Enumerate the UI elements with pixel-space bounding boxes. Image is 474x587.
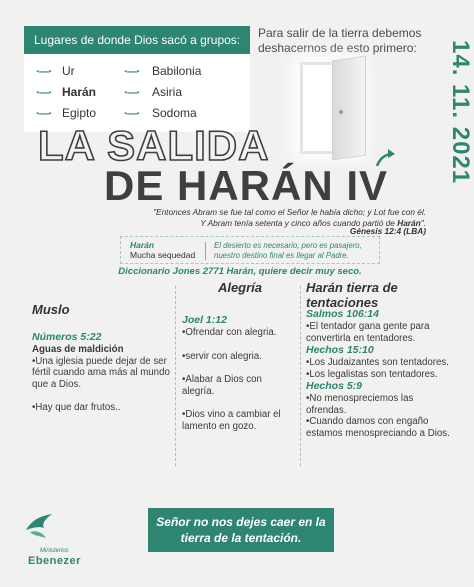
dove-logo-icon [24,512,54,542]
column-header: Alegría [217,280,263,295]
door-caption: Para salir de la tierra debemos deshacernos de esto primero: [258,26,422,55]
bullet-dash: ·—· [36,66,52,78]
list-item: •Los legalistas son tentadores. [306,368,438,380]
prayer-banner: Señor no nos dejes caer en la tierra de la tentación. [148,508,334,552]
column-header: Muslo [32,302,70,317]
list-item: •Los Judaizantes son tentadores. [306,357,449,368]
bullet-dash: ·—· [124,87,140,99]
column-haran [306,280,446,310]
column-muslo-body [32,331,170,414]
quote-reference: Génesis 12:4 (LBA) [349,226,426,236]
curved-arrow-icon [374,146,398,170]
title-line-2: DE HARÁN IV [104,162,389,209]
list-item: •Alabar a Dios con alegría. [182,374,262,397]
definition-text: El desierto es necesario, pero es pasajero, nuestro destino final es llegar al Padre. [214,241,362,260]
list-item: •No menospreciemos las ofrendas. [306,393,414,416]
bullet-dash: ·—· [36,87,52,99]
column-haran-body [306,308,452,439]
place-haran: Harán [62,85,97,99]
column-divider [175,286,176,466]
place-asiria: Asiria [152,85,183,99]
title-line-1: LA SALIDA [38,122,270,169]
column-divider [300,286,301,466]
place-sodoma: Sodoma [152,106,197,120]
bullet-dash: ·—· [36,108,52,120]
scripture-ref: Números 5:22 [32,331,102,343]
door-knob [339,110,343,114]
quote-line-1: "Entonces Abram se fue tal como el Señor le había dicho; y Lot fue con él. [153,207,426,217]
logo-name: Ebenezer [28,555,81,567]
list-item: •Hay que dar frutos.. [32,402,121,413]
place-babilonia: Babilonia [152,64,202,78]
date-label: 14. 11. 2021 [447,40,474,185]
column-muslo [32,302,170,317]
list-item: •El tentador gana gente para convertirla en tentadores. [306,321,430,344]
definition-divider [205,242,206,260]
scripture-ref: Salmos 106:14 [306,308,379,320]
places-heading: Lugares de donde Dios sacó a grupos: [24,26,250,54]
column-header: Harán tierra de tentaciones [306,280,398,310]
bullet-dash: ·—· [124,108,140,120]
list-item: •Dios vino a cambiar el lamento en gozo. [182,409,281,432]
definition-word: Harán [130,240,155,250]
list-item: •servir con alegria. [182,350,262,362]
place-ur: Ur [62,64,75,78]
list-item: •Cuando damos con engaño estamos menospreciando a Dios. [306,416,450,439]
quote-line-2: Y Abram tenía setenta y cinco años cuando partió de Harán". [200,218,426,228]
definition-meaning: Mucha sequedad [130,250,196,260]
column-alegria [184,280,296,295]
dictionary-note: Diccionario Jones 2771 Harán, quiere decir muy seco. [118,266,362,277]
place-egipto: Egipto [62,106,97,120]
scripture-ref: Hechos 5:9 [306,380,363,392]
quote-emphasis: Harán [397,218,421,228]
column-subhead: Aguas de maldición [32,344,124,355]
column-alegria-body [182,314,294,432]
list-item: •Ofrendar con alegria. [182,327,277,338]
scripture-ref: Joel 1:12 [182,314,227,326]
scripture-ref: Hechos 15:10 [306,344,374,356]
list-item: •Una iglesia puede dejar de ser fértil cuando ama más al mundo que a Dios. [32,355,170,390]
logo-subtitle: Ministerios [40,548,69,554]
bullet-dash: ·—· [124,66,140,78]
